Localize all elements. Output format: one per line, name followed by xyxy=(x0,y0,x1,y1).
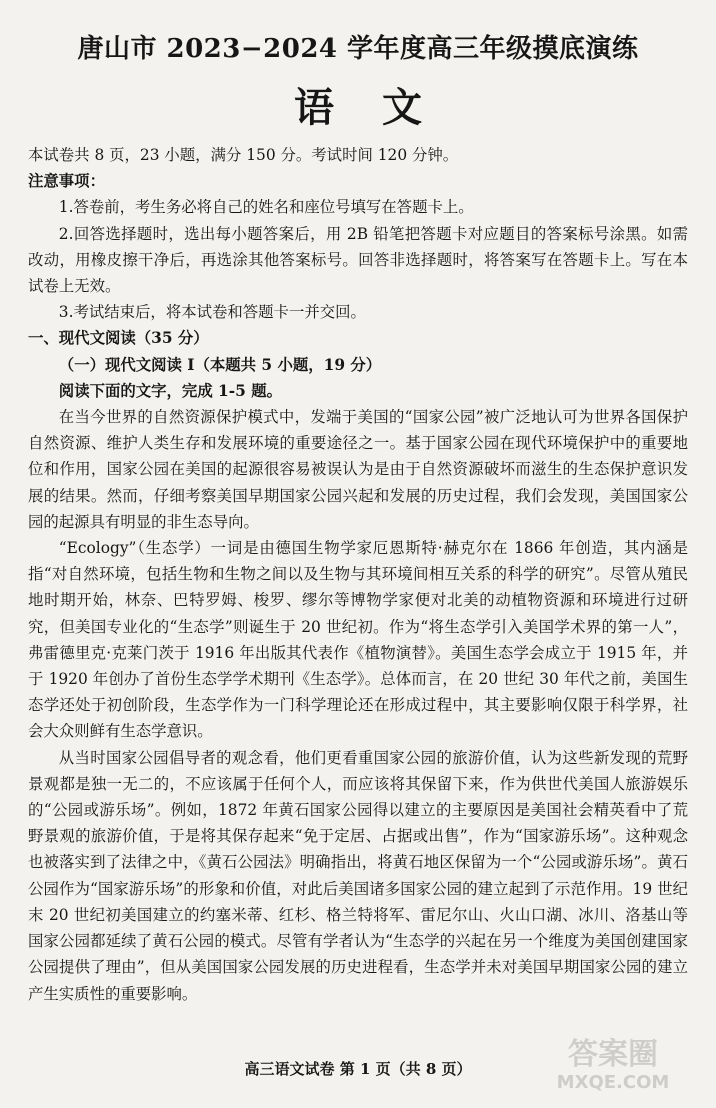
section-heading: 一、现代文阅读（35 分） xyxy=(28,329,209,348)
exam-content xyxy=(28,142,688,1007)
exam-title: 唐山市 2023−2024 学年度高三年级摸底演练 xyxy=(77,34,639,64)
notice-item-2: 2.回答选择题时，选出每小题答案后，用 2B 铅笔把答题卡对应题目的答案标号涂黑。如需改动，用橡皮擦干净后，再选涂其他答案标号。回答非选择题时，将答案写在答题卡上。写在本试卷上无效。 xyxy=(28,224,688,296)
page-footer: 高三语文试卷 第 1 页（共 8 页） xyxy=(244,1060,472,1078)
passage-paragraph-2: “Ecology”（生态学）一词是由德国生物学家厄恩斯特·赫克尔在 1866 年创造，其内涵是指“对自然环境，包括生物和生物之间以及生物与其环境间相互关系的科学的研究”。尽管从殖民地时期开始，林奈、巴特罗姆、梭罗、缪尔等博物学家便对北美的动植物资源和环境进行过研究，但美国专业化的“生态学”则诞生于 20 世纪初。作为“将生态学引入美国学术界的第一人”，弗雷德里克·克莱门茨于 1916 年出版其代表作《植物演替》。美国生态学会成立于 1915 年，并于 1920 年创办了首份生态学学术期刊《生态学》。总体而言，在 20 世纪 30 年代之前，美国生态学还处于初创阶段，生态学作为一门科学理论还在形成过程中，其主要影响仅限于科学界，社会大众则鲜有生态学意识。 xyxy=(28,539,688,741)
notice-item-1: 1.答卷前，考生务必将自己的姓名和座位号填写在答题卡上。 xyxy=(58,198,474,217)
subsection-heading: （一）现代文阅读 Ⅰ（本题共 5 小题，19 分） xyxy=(58,355,382,374)
subject-title: 语文 xyxy=(294,84,470,131)
notice-item-3: 3.考试结束后，将本试卷和答题卡一并交回。 xyxy=(58,303,366,322)
watermark-logo xyxy=(528,1030,698,1094)
reading-instruction: 阅读下面的文字，完成 1-5 题。 xyxy=(58,381,283,400)
exam-intro: 本试卷共 8 页，23 小题，满分 150 分。考试时间 120 分钟。 xyxy=(28,146,459,164)
notice-heading: 注意事项： xyxy=(28,172,105,191)
passage-paragraph-1: 在当今世界的自然资源保护模式中，发端于美国的“国家公园”被广泛地认可为世界各国保护自然资源、维护人类生存和发展环境的重要途径之一。基于国家公园在现代环境保护中的重要地位和作用，国家公园在美国的起源很容易被误认为是由于自然资源破坏而滋生的生态保护意识发展的结果。然而，仔细考察美国早期国家公园兴起和发展的历史过程，我们会发现，美国国家公园的起源具有明显的非生态导向。 xyxy=(28,408,688,531)
watermark-text: 答案圈 xyxy=(568,1037,658,1072)
passage-paragraph-3: 从当时国家公园倡导者的观念看，他们更看重国家公园的旅游价值，认为这些新发现的荒野景观都是独一无二的，不应该属于任何个人，而应该将其保留下来，作为供世代美国人旅游娱乐的“公园或游乐场”。例如，1872 年黄石国家公园得以建立的主要原因是美国社会精英看中了荒野景观的旅游价值，于是将其保存起来“免于定居、占据或出售”，作为“国家游乐场”。这种观念也被落实到了法律之中，《黄石公园法》明确指出，将黄石地区保留为一个“公园或游乐场”。黄石公园作为“国家游乐场”的形象和价值，对此后美国诸多国家公园的建立起到了示范作用。19 世纪末 20 世纪初美国建立的约塞米蒂、红杉、格兰特将军、雷尼尔山、火山口湖、冰川、洛基山等国家公园都延续了黄石公园的模式。尽管有学者认为“生态学的兴起在另一个维度为美国创建国家公园提供了理由”，但从美国国家公园发展的历史进程看，生态学并未对美国早期国家公园的建立产生实质性的重要影响。 xyxy=(28,748,688,1003)
watermark-url: MXQE.COM xyxy=(556,1072,670,1093)
